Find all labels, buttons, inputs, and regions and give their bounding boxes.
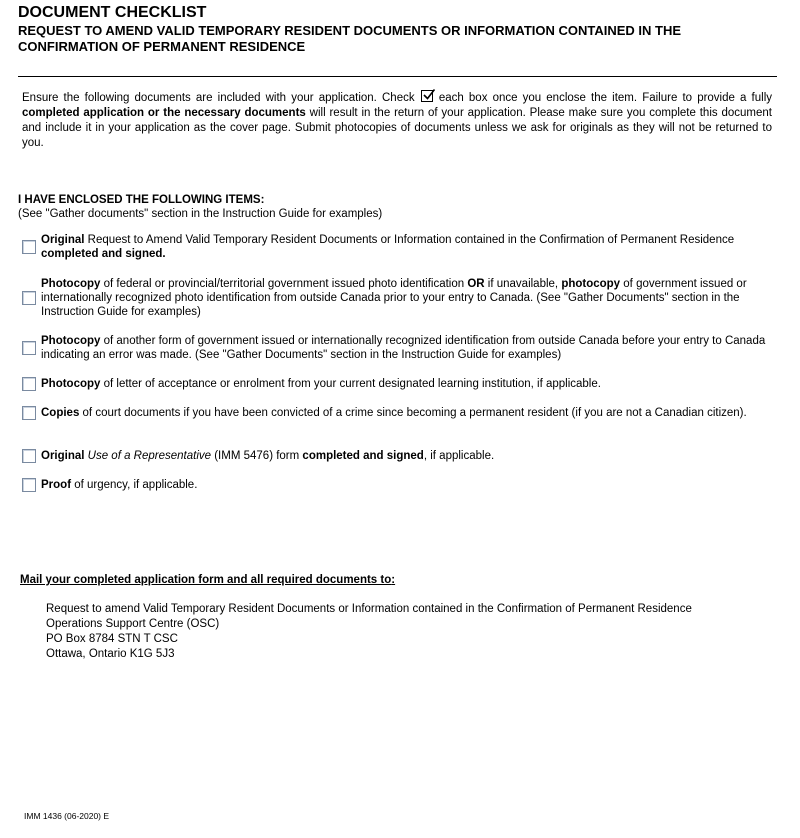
item-bold: completed and signed xyxy=(302,450,424,462)
page-subtitle: REQUEST TO AMEND VALID TEMPORARY RESIDENT DOCUMENTS OR INFORMATION CONTAINED IN THE CONFIRMATION OF PERMANENT RESIDENCE xyxy=(18,23,682,54)
item-bold: photocopy xyxy=(561,278,621,290)
item-text: of government issued or internationally recognized photo identification from outside Canada prior to your entry to Canada. (See "Gather Documents" section in the Instruction Guide for examples) xyxy=(41,278,747,318)
checklist-item-photo-id xyxy=(22,277,774,319)
item-text: of another form of government issued or internationally recognized identification from outside Canada before your entry to Canada indicating an error was made. (See "Gather Documents" section in the Instruction Guide for examples) xyxy=(41,335,766,361)
mail-heading xyxy=(20,574,395,586)
checkbox-icon[interactable] xyxy=(22,449,36,463)
item-text: (IMM 5476) form xyxy=(211,450,303,462)
checklist-item-text xyxy=(41,277,774,319)
mailing-address xyxy=(46,602,692,662)
checkbox-icon[interactable] xyxy=(22,406,36,420)
checklist-item-representative-form xyxy=(22,449,774,463)
intro-paragraph xyxy=(22,90,772,151)
item-text: if unavailable, xyxy=(484,278,562,290)
checkbox-icon[interactable] xyxy=(22,240,36,254)
item-bold: Photocopy xyxy=(41,378,101,390)
section-note: (See "Gather documents" section in the Instruction Guide for examples) xyxy=(18,208,383,220)
item-bold: completed and signed. xyxy=(41,248,166,260)
item-bold: Photocopy xyxy=(41,335,101,347)
checklist-item-text xyxy=(41,233,774,261)
checklist-item-text xyxy=(41,478,774,492)
checklist-item-court-documents xyxy=(22,406,774,420)
item-bold: OR xyxy=(467,278,485,290)
intro-text-2: each box once you enclose the item. Failure to provide a fully xyxy=(433,92,772,104)
checklist-item-other-id xyxy=(22,334,774,362)
checklist-item-text xyxy=(41,377,774,391)
address-line: Ottawa, Ontario K1G 5J3 xyxy=(46,648,175,660)
checkbox-icon[interactable] xyxy=(22,478,36,492)
mail-heading-colon: : xyxy=(391,574,396,586)
checked-box-icon xyxy=(421,90,433,102)
intro-text-1: Ensure the following documents are included with your application. Check xyxy=(22,92,420,104)
checklist-item-text xyxy=(41,334,774,362)
form-code: IMM 1436 (06-2020) E xyxy=(24,811,110,821)
item-bold: Original xyxy=(41,234,85,246)
checkbox-icon[interactable] xyxy=(22,341,36,355)
item-italic: Use of a Representative xyxy=(87,450,212,462)
checklist-item-text xyxy=(41,406,774,420)
item-text: of court documents if you have been convicted of a crime since becoming a permanent resident (if you are not a Canadian citizen). xyxy=(79,407,747,419)
item-text: Request to Amend Valid Temporary Resident Documents or Information contained in the Confirmation of Permanent Residence xyxy=(84,234,735,246)
address-line: Operations Support Centre (OSC) xyxy=(46,618,220,630)
item-bold: Proof xyxy=(41,479,72,491)
page-title: DOCUMENT CHECKLIST xyxy=(18,4,207,21)
item-text: of letter of acceptance or enrolment from your current designated learning institution, if applicable. xyxy=(100,378,601,390)
section-heading: I HAVE ENCLOSED THE FOLLOWING ITEMS: xyxy=(18,194,265,206)
address-line: Request to amend Valid Temporary Resident Documents or Information contained in the Confirmation of Permanent Residence xyxy=(46,603,692,615)
checkbox-icon[interactable] xyxy=(22,377,36,391)
address-line: PO Box 8784 STN T CSC xyxy=(46,633,178,645)
item-bold: Copies xyxy=(41,407,80,419)
checklist-item-acceptance-letter xyxy=(22,377,774,391)
header-divider xyxy=(18,76,777,77)
item-text: , if applicable. xyxy=(423,450,495,462)
checklist-item-proof-urgency xyxy=(22,478,774,492)
intro-bold-text: completed application or the necessary documents xyxy=(22,107,306,119)
checklist-item-text xyxy=(41,449,774,463)
checkbox-icon[interactable] xyxy=(22,291,36,305)
mail-heading-text: Mail your completed application form and all required documents to xyxy=(20,574,392,586)
intro-text-3: will result in the return of your application. Please make sure you complete this document and include it in your application as the cover page. Submit photocopies of documents unless we ask for originals as they will not be returned to you. xyxy=(22,107,772,149)
item-bold: Original xyxy=(41,450,85,462)
checklist-item-original-request xyxy=(22,233,774,261)
item-text: of urgency, if applicable. xyxy=(71,479,198,491)
item-bold: Photocopy xyxy=(41,278,101,290)
item-text: of federal or provincial/territorial government issued photo identification xyxy=(100,278,468,290)
